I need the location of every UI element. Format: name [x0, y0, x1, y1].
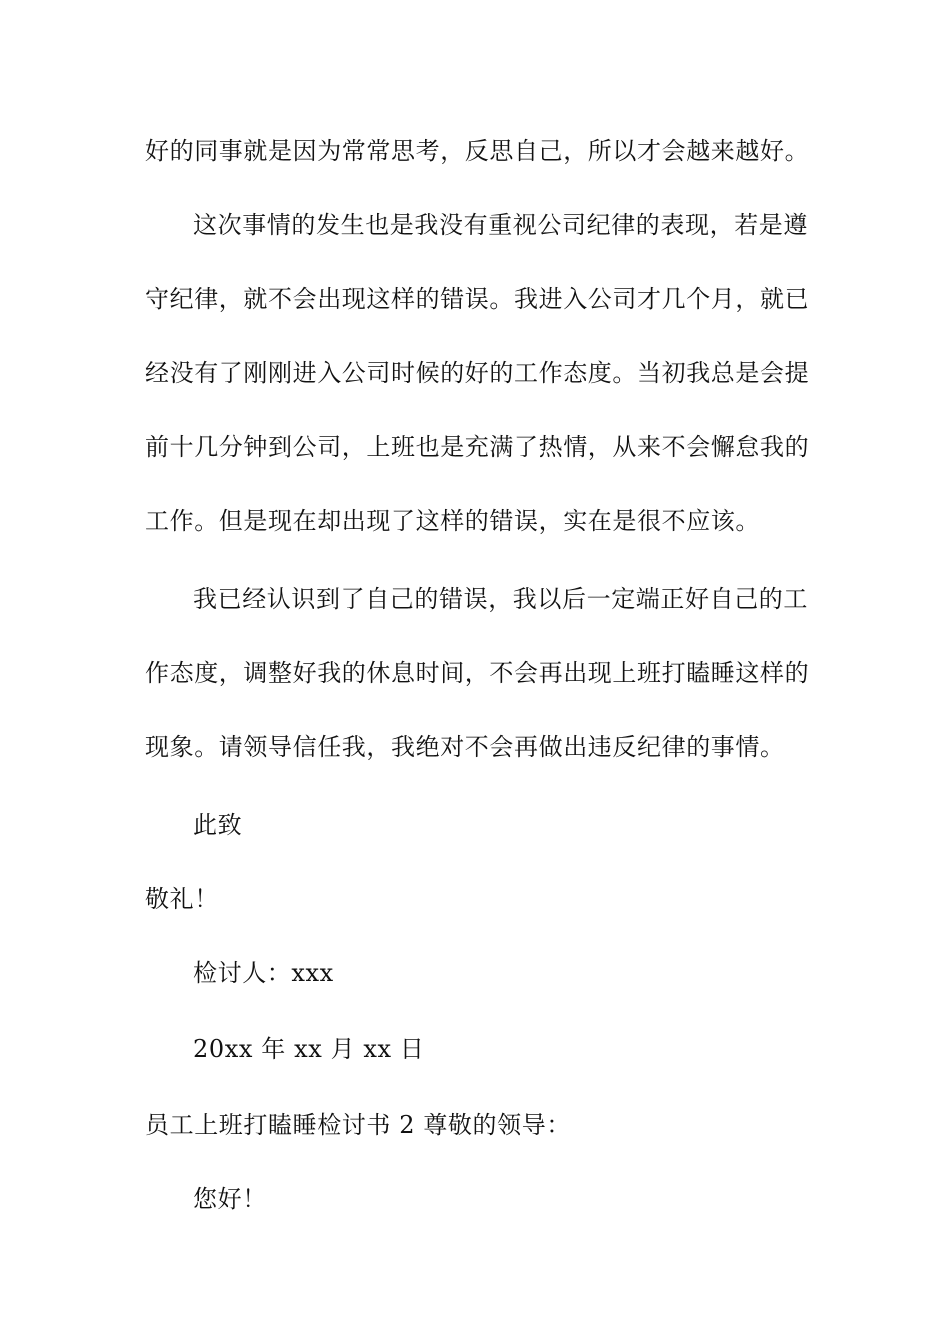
body-line-6: 工作。但是现在却出现了这样的错误，实在是很不应该。	[145, 507, 760, 535]
closing-salutation: 此致	[193, 811, 243, 839]
body-line-8: 作态度，调整好我的休息时间，不会再出现上班打瞌睡这样的	[145, 659, 810, 687]
body-line-7: 我已经认识到了自己的错误，我以后一定端正好自己的工	[193, 585, 808, 613]
next-letter-greeting: 您好！	[193, 1185, 267, 1213]
body-line-2: 这次事情的发生也是我没有重视公司纪律的表现，若是遵	[193, 211, 808, 239]
body-line-4: 经没有了刚刚进入公司时候的好的工作态度。当初我总是会提	[145, 359, 810, 387]
body-line-5: 前十几分钟到公司，上班也是充满了热情，从来不会懈怠我的	[145, 433, 810, 461]
signature-author: 检讨人：xxx	[193, 959, 334, 987]
signature-date: 20xx 年 xx 月 xx 日	[193, 1035, 425, 1063]
closing-regards: 敬礼！	[145, 885, 219, 913]
body-line-3: 守纪律，就不会出现这样的错误。我进入公司才几个月，就已	[145, 285, 810, 313]
next-letter-title: 员工上班打瞌睡检讨书 2 尊敬的领导：	[145, 1111, 571, 1139]
body-line-9: 现象。请领导信任我，我绝对不会再做出违反纪律的事情。	[145, 733, 785, 761]
body-line-1: 好的同事就是因为常常思考，反思自己，所以才会越来越好。	[145, 137, 810, 165]
